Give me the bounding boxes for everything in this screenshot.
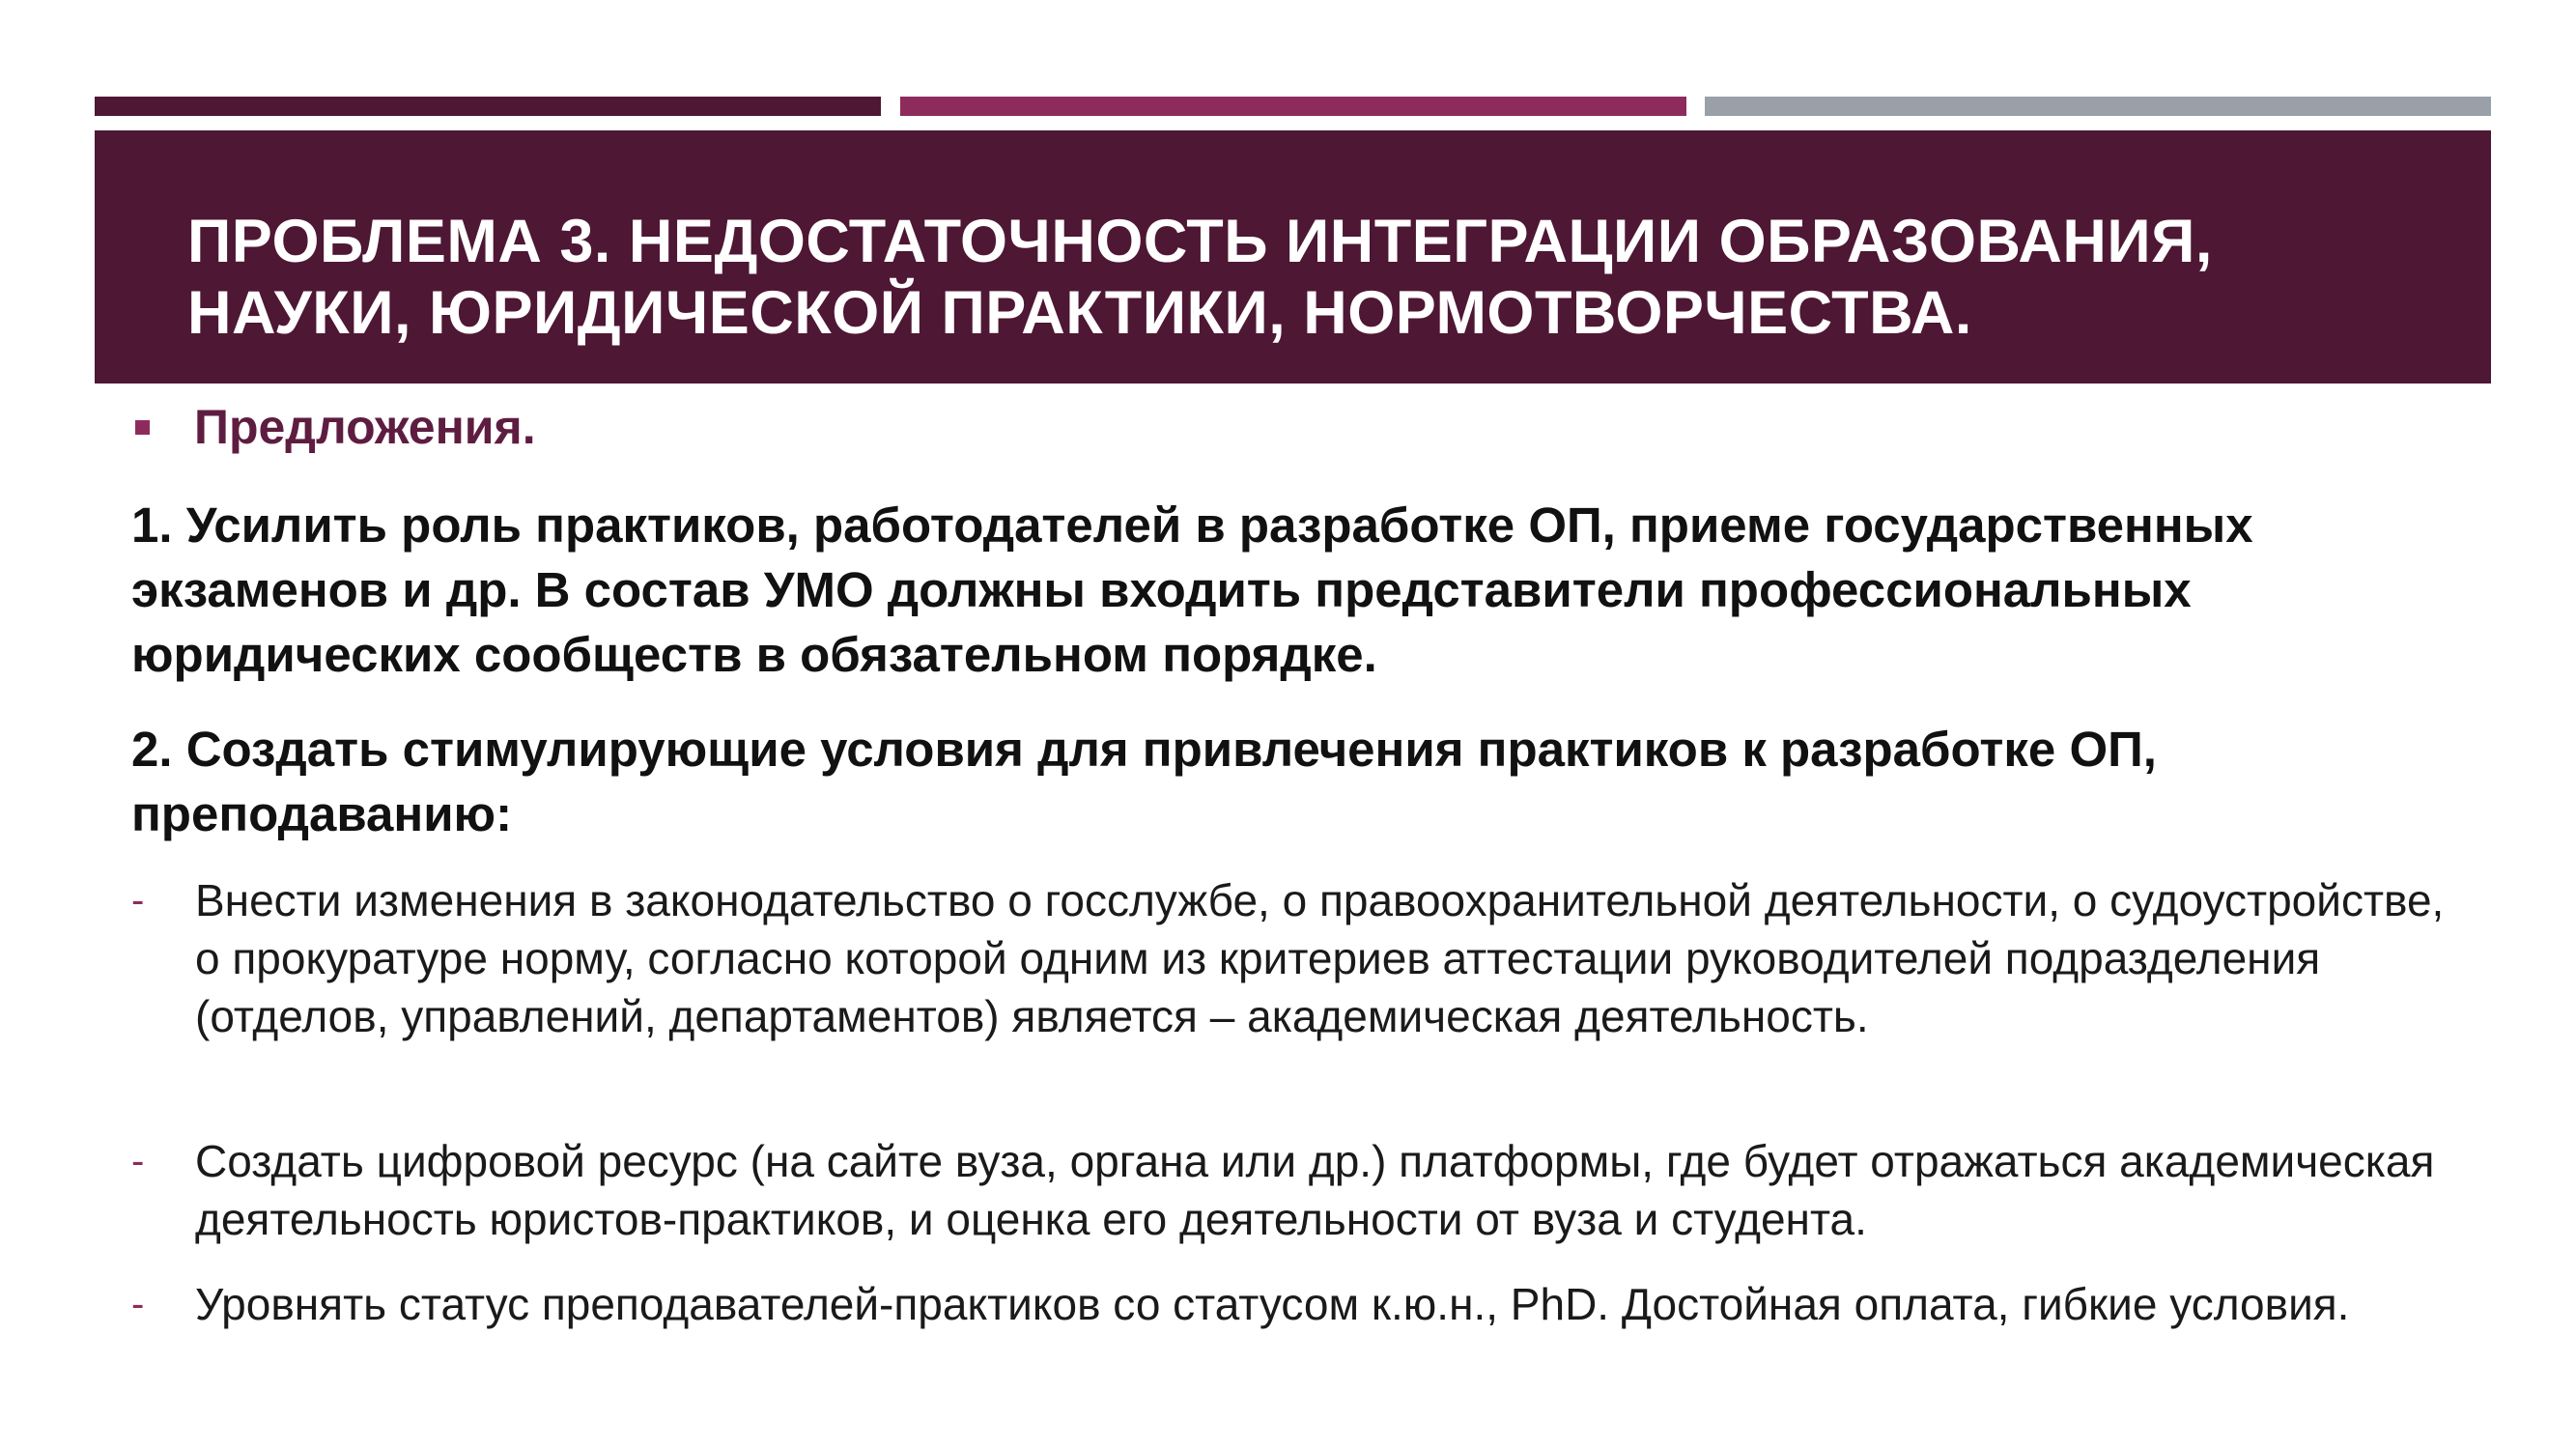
list-item-text: Создать цифровой ресурс (на сайте вуза, органа или др.) платформы, где будет отражаться академическая деятельность юристов-практиков, и оценка его деятельности от вуза и студента.: [195, 1136, 2435, 1244]
slide-title-line-2: НАУКИ, ЮРИДИЧЕСКОЙ ПРАКТИКИ, НОРМОТВОРЧЕСТВА.: [187, 279, 1972, 347]
proposal-point-2: 2. Создать стимулирующие условия для привлечения практиков к разработке ОП, преподаванию:: [131, 722, 2157, 841]
proposals-heading: [135, 398, 536, 456]
top-stripe-gray: [1705, 97, 2491, 116]
dash-bullet-icon: -: [131, 879, 145, 922]
title-banner: [95, 130, 2491, 384]
slide-title: [187, 206, 2433, 349]
list-item: [131, 1275, 2478, 1333]
list-item: [131, 1132, 2478, 1248]
dash-bullet-icon: -: [131, 1283, 145, 1325]
list-item: [131, 871, 2478, 1045]
top-stripe-dark: [95, 97, 881, 116]
dash-bullet-icon: -: [131, 1140, 145, 1182]
top-stripe-magenta: [900, 97, 1686, 116]
list-item-text: Внести изменения в законодательство о госслужбе, о правоохранительной деятельности, о судоустройстве, о прокуратуре норму, согласно которой одним из критериев аттестации руководителей подразделения (отделов, управлений, департаментов) является – академическая деятельность.: [195, 875, 2445, 1041]
list-item-text: Уровнять статус преподавателей-практиков со статусом к.ю.н., PhD. Достойная оплата, гибкие условия.: [195, 1279, 2350, 1329]
slide-title-line-1: ПРОБЛЕМА 3. НЕДОСТАТОЧНОСТЬ ИНТЕГРАЦИИ ОБРАЗОВАНИЯ,: [187, 208, 2213, 275]
proposal-point-1: 1. Усилить роль практиков, работодателей в разработке ОП, приеме государственных экзаменов и др. В состав УМО должны входить представители профессиональных юридических сообществ в обязательном порядке.: [131, 497, 2253, 682]
proposals-label: Предложения.: [194, 400, 536, 454]
square-bullet-icon: [135, 420, 150, 435]
